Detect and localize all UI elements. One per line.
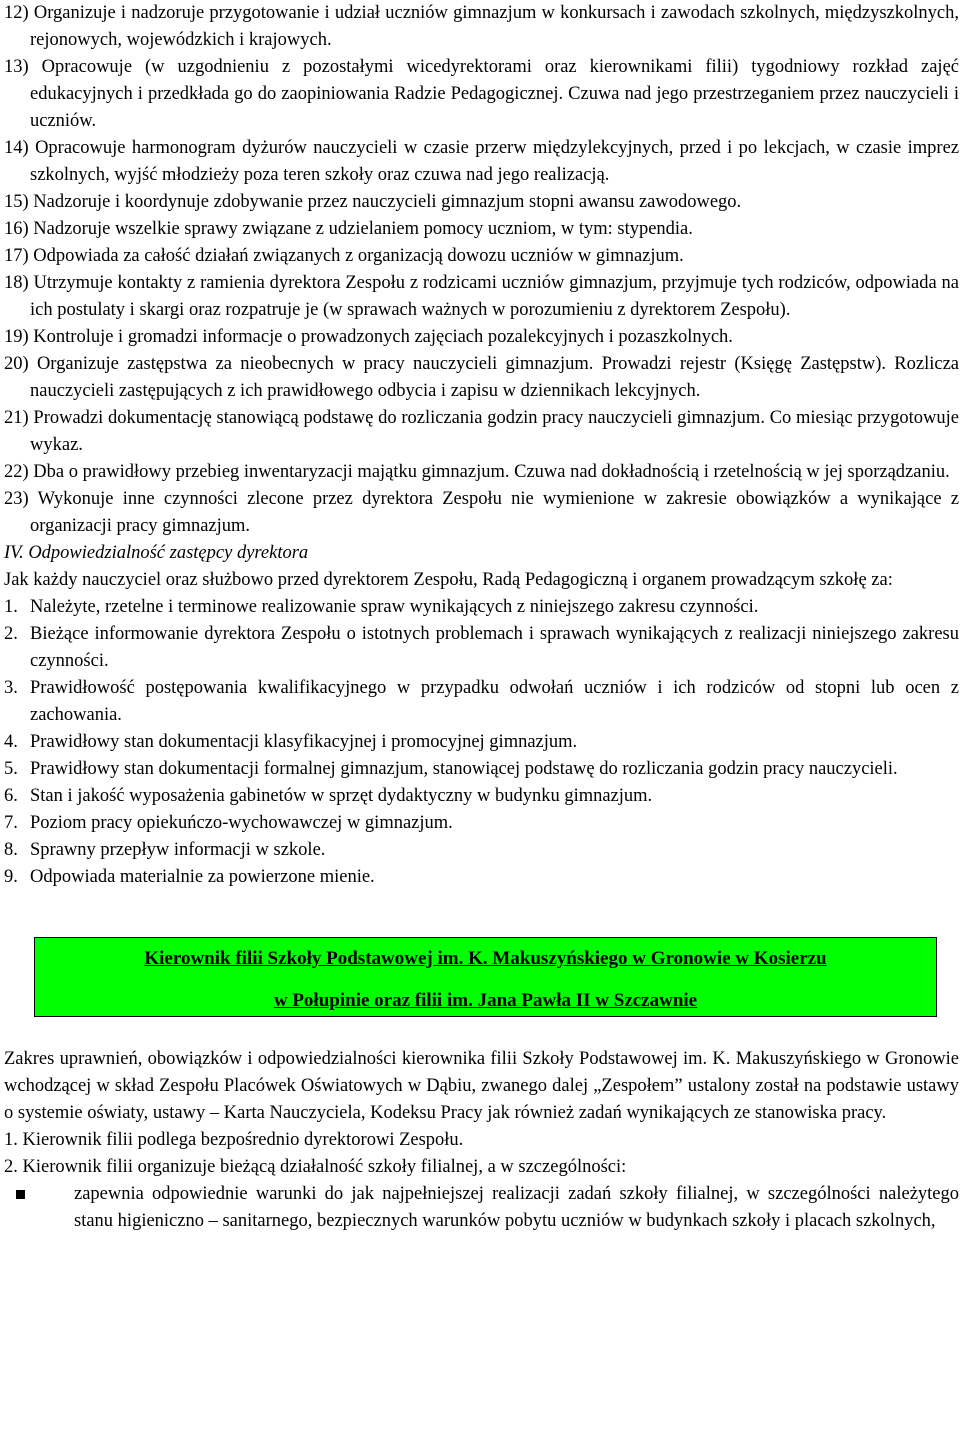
list-item: 18) Utrzymuje kontakty z ramienia dyrektora Zespołu z rodzicami uczniów gimnazjum, przyjmuje tych rodziców, odpowiada na ich postulaty i skargi oraz rozpatruje je (w sprawach ważnych w porozumieniu z dyrektorem Zespołu). — [4, 273, 959, 320]
list-item — [4, 783, 959, 810]
scope-intro: Zakres uprawnień, obowiązków i odpowiedzialności kierownika filii Szkoły Podstawowej im. K. Makuszyńskiego w Gronowie wchodzącej w skład Zespołu Placówek Oświatowych w Dąbiu, zwanego dalej „Zespołem” ustalony został na podstawie ustawy o systemie oświaty, ustawy – Karta Nauczyciela, Kodeksu Pracy jak również zadań wynikających ze stanowiska pracy. — [4, 1049, 959, 1123]
item-text: Prawidłowy stan dokumentacji klasyfikacyjnej i promocyjnej gimnazjum. — [30, 732, 578, 752]
list-item — [4, 756, 959, 783]
scope-point-1: 1. Kierownik filii podlega bezpośrednio dyrektorowi Zespołu. — [4, 1130, 464, 1150]
list-item — [4, 621, 959, 675]
section-intro: Jak każdy nauczyciel oraz służbowo przed dyrektorem Zespołu, Radą Pedagogiczną i organem prowadzącym szkołę za: — [4, 570, 893, 590]
item-number: 5. — [4, 759, 18, 779]
list-item — [4, 729, 959, 756]
list-item: 22) Dba o prawidłowy przebieg inwentaryzacji majątku gimnazjum. Czuwa nad dokładnością i rzetelnością w jej sporządzaniu. — [4, 462, 950, 482]
spacer — [4, 891, 959, 937]
item-number: 2. — [4, 624, 18, 644]
list-item: 21) Prowadzi dokumentację stanowiącą podstawę do rozliczania godzin pracy nauczycieli gimnazjum. Co miesiąc przygotowuje wykaz. — [4, 408, 959, 455]
square-bullet-icon — [12, 1181, 74, 1235]
list-item — [4, 675, 959, 729]
list-item: 15) Nadzoruje i koordynuje zdobywanie przez nauczycieli gimnazjum stopni awansu zawodowego. — [4, 192, 742, 212]
list-item: 14) Opracowuje harmonogram dyżurów nauczycieli w czasie przerw międzylekcyjnych, przed i po lekcjach, w czasie imprez szkolnych, wyjść młodzieży poza teren szkoły oraz czuwa nad jego realizacją. — [4, 138, 959, 185]
section-banner — [34, 937, 937, 1017]
list-item — [4, 810, 959, 837]
item-number: 3. — [4, 678, 18, 698]
document-page — [4, 0, 959, 1235]
bullet-item — [4, 1181, 959, 1235]
item-text: Należyte, rzetelne i terminowe realizowanie spraw wynikających z niniejszego zakresu czynności. — [30, 597, 759, 617]
item-number: 9. — [4, 867, 18, 887]
list-item: 20) Organizuje zastępstwa za nieobecnych w pracy nauczycieli gimnazjum. Prowadzi rejestr (Księgę Zastępstw). Rozlicza nauczycieli zastępujących z ich prawidłowego odbycia i zapisu w dziennikach lekcyjnych. — [4, 354, 959, 401]
item-text: Sprawny przepływ informacji w szkole. — [30, 840, 326, 860]
item-number: 6. — [4, 786, 18, 806]
item-text: Odpowiada materialnie za powierzone mienie. — [30, 867, 375, 887]
item-text: Bieżące informowanie dyrektora Zespołu o istotnych problemach i sprawach wynikających z realizacji niniejszego zakresu czynności. — [30, 624, 959, 671]
list-item: 13) Opracowuje (w uzgodnieniu z pozostałymi wicedyrektorami oraz kierownikami filii) tygodniowy rozkład zajęć edukacyjnych i przedkłada go do zaopiniowania Radzie Pedagogicznej. Czuwa nad jego przestrzeganiem przez nauczycieli i uczniów. — [4, 57, 959, 131]
banner-line-1: Kierownik filii Szkoły Podstawowej im. K. Makuszyńskiego w Gronowie w Kosierzu — [144, 948, 827, 969]
item-text: Poziom pracy opiekuńczo-wychowawczej w gimnazjum. — [30, 813, 453, 833]
item-text: Stan i jakość wyposażenia gabinetów w sprzęt dydaktyczny w budynku gimnazjum. — [30, 786, 653, 806]
list-item — [4, 864, 959, 891]
item-number: 4. — [4, 732, 18, 752]
item-number: 1. — [4, 597, 18, 617]
list-item: 19) Kontroluje i gromadzi informacje o prowadzonych zajęciach pozalekcyjnych i pozaszkolnych. — [4, 327, 733, 347]
list-item: 16) Nadzoruje wszelkie sprawy związane z udzielaniem pomocy uczniom, w tym: stypendia. — [4, 219, 693, 239]
list-item — [4, 837, 959, 864]
list-item: 23) Wykonuje inne czynności zlecone przez dyrektora Zespołu nie wymienione w zakresie obowiązków a wynikające z organizacji pracy gimnazjum. — [4, 489, 959, 536]
item-number: 7. — [4, 813, 18, 833]
responsibility-list — [4, 594, 959, 891]
item-text: Prawidłowość postępowania kwalifikacyjnego w przypadku odwołań uczniów i ich rodziców od stopni lub ocen z zachowania. — [30, 678, 959, 725]
banner-line-2: w Połupinie oraz filii im. Jana Pawła II w Szczawnie — [273, 990, 698, 1011]
bullet-text: zapewnia odpowiednie warunki do jak najpełniejszej realizacji zadań szkoły filialnej, w szczególności należytego stanu higieniczno – sanitarnego, bezpiecznych warunków pobytu uczniów w budynkach szkoły i placach szkolnych, — [74, 1184, 959, 1231]
items-list-a — [4, 0, 959, 540]
scope-point-2: 2. Kierownik filii organizuje bieżącą działalność szkoły filialnej, a w szczególności: — [4, 1157, 627, 1177]
item-text: Prawidłowy stan dokumentacji formalnej gimnazjum, stanowiącej podstawę do rozliczania godzin pracy nauczycieli. — [30, 759, 898, 779]
item-number: 8. — [4, 840, 18, 860]
list-item: 12) Organizuje i nadzoruje przygotowanie i udział uczniów gimnazjum w konkursach i zawodach szkolnych, międzyszkolnych, rejonowych, wojewódzkich i krajowych. — [4, 3, 959, 50]
list-item — [4, 594, 959, 621]
list-item: 17) Odpowiada za całość działań związanych z organizacją dowozu uczniów w gimnazjum. — [4, 246, 684, 266]
section-heading: IV. Odpowiedzialność zastępcy dyrektora — [4, 543, 309, 563]
